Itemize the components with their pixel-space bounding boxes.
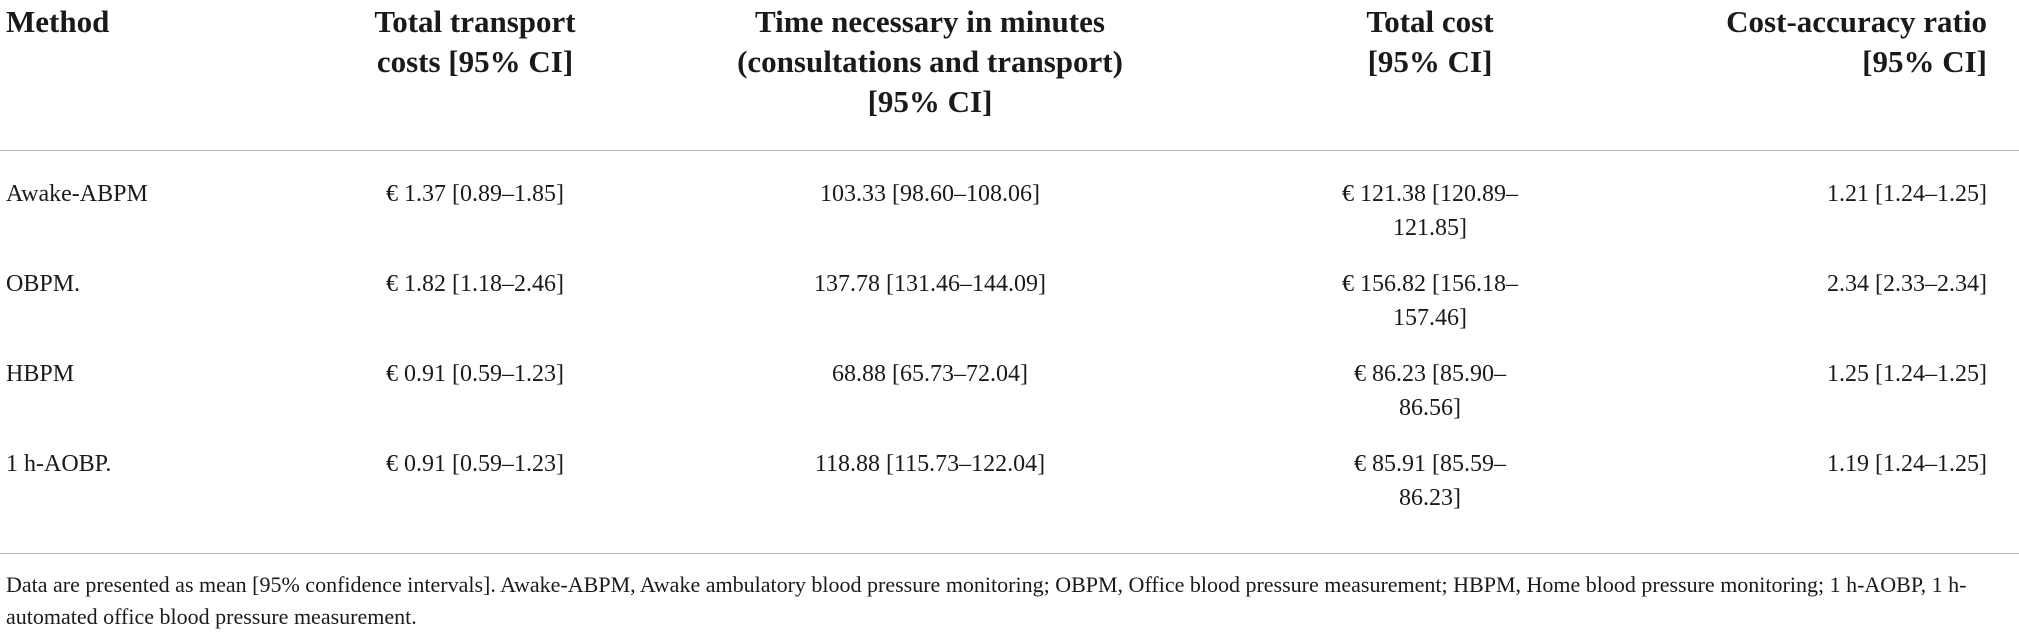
- cell-total: € 121.38 [120.89–121.85]: [1342, 181, 1518, 241]
- cell-time: 137.78 [131.46–144.09]: [814, 271, 1046, 297]
- cell-transport: € 0.91 [0.59–1.23]: [386, 361, 564, 387]
- cell-ratio: 1.19 [1.24–1.25]: [1827, 451, 1987, 477]
- table-row: [0, 447, 2019, 535]
- cell-total: € 86.23 [85.90–86.56]: [1354, 361, 1506, 421]
- cell-method: HBPM: [6, 361, 75, 387]
- cell-time: 103.33 [98.60–108.06]: [820, 181, 1040, 207]
- header-transport-costs: Total transport costs [95% CI]: [300, 0, 650, 151]
- header-total-cost: Total cost [95% CI]: [1210, 0, 1650, 151]
- footnote-divider: [0, 553, 2019, 554]
- cell-total: € 85.91 [85.59–86.23]: [1354, 451, 1506, 511]
- cell-total: € 156.82 [156.18–157.46]: [1342, 271, 1518, 331]
- table-row: [0, 267, 2019, 357]
- cell-method: 1 h-AOBP.: [6, 451, 112, 477]
- cell-time: 118.88 [115.73–122.04]: [814, 451, 1046, 477]
- cell-transport: € 0.91 [0.59–1.23]: [386, 451, 564, 477]
- cell-ratio: 1.21 [1.24–1.25]: [1827, 181, 1987, 207]
- cell-time: 68.88 [65.73–72.04]: [832, 361, 1028, 387]
- table-footnote: Data are presented as mean [95% confidence intervals]. Awake-ABPM, Awake ambulatory blood pressure monitoring; OBPM, Office blood pressure measurement; HBPM, Home blood pressure monitoring; 1 h-AOBP, 1 h- automated office blood pressure measurement.: [6, 572, 1967, 629]
- cell-ratio: 1.25 [1.24–1.25]: [1827, 361, 1987, 387]
- cell-transport: € 1.37 [0.89–1.85]: [386, 181, 564, 207]
- header-time-necessary: Time necessary in minutes (consultations and transport) [95% CI]: [650, 0, 1210, 151]
- cell-transport: € 1.82 [1.18–2.46]: [386, 271, 564, 297]
- table-body: [0, 151, 2019, 536]
- header-cost-accuracy-ratio: Cost-accuracy ratio [95% CI]: [1650, 0, 2019, 151]
- table-row: [0, 357, 2019, 447]
- table-header: [0, 0, 2019, 151]
- header-row: [0, 0, 2019, 151]
- cell-method: OBPM.: [6, 271, 81, 297]
- cell-method: Awake-ABPM: [6, 181, 148, 207]
- header-method: Method: [0, 0, 300, 151]
- table-row: [0, 151, 2019, 268]
- cell-ratio: 2.34 [2.33–2.34]: [1827, 271, 1987, 297]
